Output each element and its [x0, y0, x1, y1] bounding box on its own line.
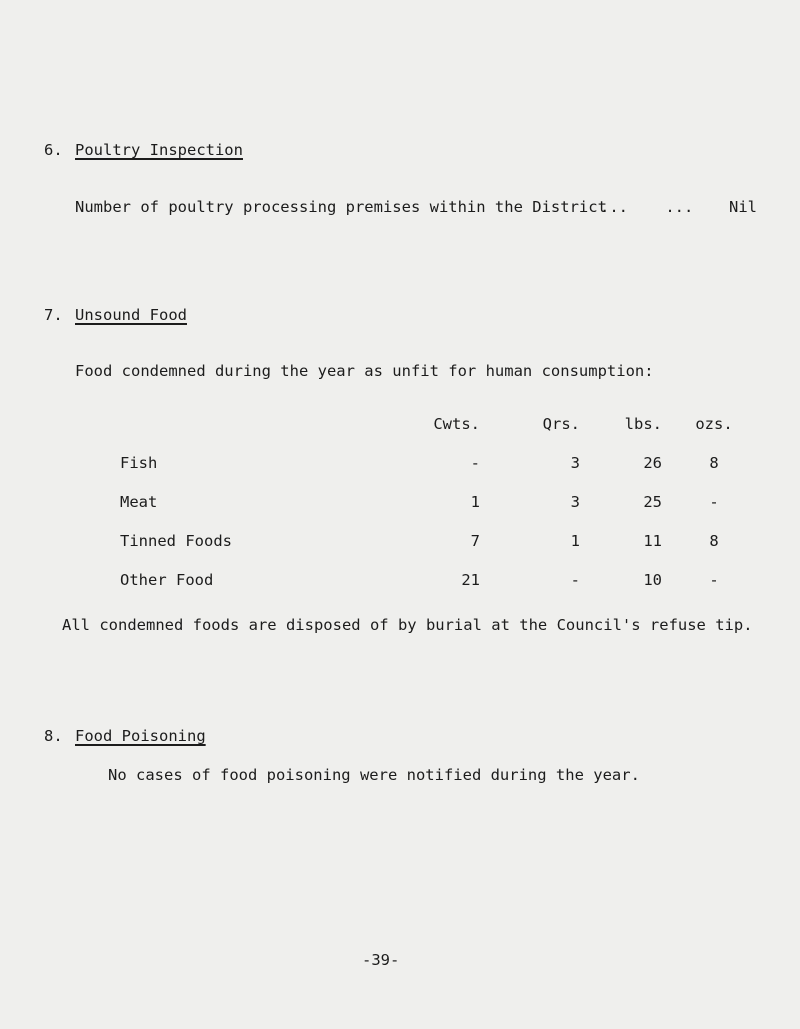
cell-ozs: -: [709, 493, 719, 511]
cell-ozs: -: [709, 571, 719, 589]
cell-cwts: 7: [470, 532, 480, 550]
section-6-number: 6.: [44, 141, 63, 159]
header-ozs: ozs.: [695, 415, 733, 433]
cell-lbs: 25: [643, 493, 662, 511]
cell-lbs: 11: [643, 532, 662, 550]
row-label: Other Food: [120, 571, 214, 589]
table-row: [120, 531, 744, 570]
row-label: Tinned Foods: [120, 532, 232, 550]
poultry-premises-value: Nil: [729, 198, 757, 216]
section-8-number: 8.: [44, 727, 63, 745]
unsound-food-intro: Food condemned during the year as unfit for human consumption:: [75, 362, 654, 380]
section-7-number: 7.: [44, 306, 63, 324]
header-qrs: Qrs.: [542, 415, 580, 433]
cell-cwts: 1: [470, 493, 480, 511]
cell-cwts: 21: [461, 571, 480, 589]
cell-qrs: 1: [570, 532, 580, 550]
section-7-title: Unsound Food: [75, 306, 187, 324]
cell-qrs: 3: [570, 493, 580, 511]
header-lbs: lbs.: [624, 415, 662, 433]
cell-lbs: 26: [643, 454, 662, 472]
disposal-note: All condemned foods are disposed of by burial at the Council's refuse tip.: [62, 616, 753, 634]
table-row: [120, 492, 744, 531]
table-header-row: [120, 414, 744, 453]
row-label: Meat: [120, 493, 158, 511]
table-row: [120, 570, 744, 609]
cell-qrs: -: [570, 571, 580, 589]
section-8-title: Food Poisoning: [75, 727, 206, 745]
poultry-premises-leaders: ... ...: [600, 198, 694, 216]
row-label: Fish: [120, 454, 158, 472]
cell-ozs: 8: [709, 532, 719, 550]
cell-ozs: 8: [709, 454, 719, 472]
header-blank: [120, 414, 402, 453]
table-row: [120, 453, 744, 492]
page-number: -39-: [362, 951, 400, 969]
food-poisoning-text: No cases of food poisoning were notified during the year.: [108, 766, 640, 784]
cell-lbs: 10: [643, 571, 662, 589]
header-cwts: Cwts.: [433, 415, 480, 433]
cell-qrs: 3: [570, 454, 580, 472]
cell-cwts: -: [470, 454, 480, 472]
poultry-premises-line: Number of poultry processing premises within the District: [75, 198, 607, 216]
section-6-title: Poultry Inspection: [75, 141, 243, 159]
condemned-food-table: [120, 414, 744, 609]
